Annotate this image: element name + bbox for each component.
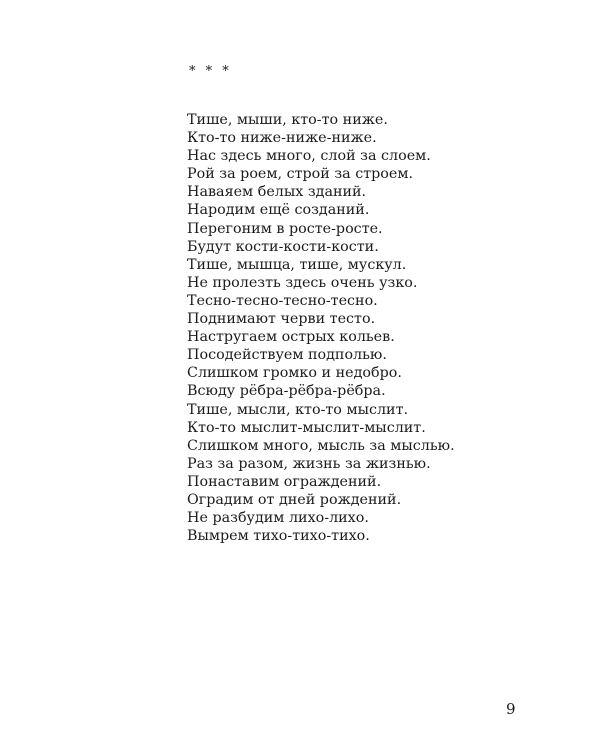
poem-line: Будут кости-кости-кости. xyxy=(187,238,379,255)
page-number: 9 xyxy=(506,700,516,718)
poem-line: Наваяем белых зданий. xyxy=(187,184,367,201)
poem-line: Тише, мышца, тише, мускул. xyxy=(187,256,407,273)
poem-line: Оградим от дней рождений. xyxy=(187,491,402,508)
section-ornament: * * * xyxy=(189,64,232,79)
poem-line: Тише, мыши, кто-то ниже. xyxy=(187,112,388,128)
poem-line: Не разбудим лихо-лихо. xyxy=(187,510,369,527)
poem-line: Слишком много, мысль за мыслью. xyxy=(187,437,455,454)
poem-line: Всюду рёбра-рёбра-рёбра. xyxy=(187,383,386,400)
poem-line: Раз за разом, жизнь за жизнью. xyxy=(187,455,431,472)
poem-line: Нас здесь много, слой за слоем. xyxy=(187,148,431,165)
poem-line: Рой за роем, строй за строем. xyxy=(187,166,414,183)
poem-line: Кто-то мыслит-мыслит-мыслит. xyxy=(187,419,426,436)
poem-line: Не пролезть здесь очень узко. xyxy=(187,274,418,291)
poem-line: Тише, мысли, кто-то мыслит. xyxy=(187,401,409,418)
poem-line: Тесно-тесно-тесно-тесно. xyxy=(187,292,378,309)
poem-line: Перегоним в росте-росте. xyxy=(187,220,383,237)
poem-line: Вымрем тихо-тихо-тихо. xyxy=(187,528,370,545)
poem-line: Настругаем острых кольев. xyxy=(187,329,395,346)
poem-line: Слишком громко и недобро. xyxy=(187,365,402,382)
poem-text xyxy=(187,111,455,545)
poem-line: Народим ещё созданий. xyxy=(187,202,370,219)
poem-line: Посодействуем подполью. xyxy=(187,347,387,364)
poem-line: Поднимают черви тесто. xyxy=(187,311,376,328)
poem-line: Кто-то ниже-ниже-ниже. xyxy=(187,130,377,147)
poem-line: Понаставим ограждений. xyxy=(187,473,382,490)
